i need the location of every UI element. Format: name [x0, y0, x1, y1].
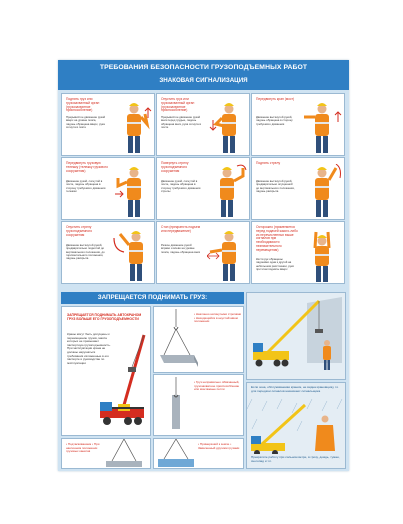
signalman-figure	[207, 100, 247, 155]
dragging-note: • Подтаскиванием • При наклонном положении грузовых канатов	[66, 442, 100, 454]
concrete-beam-illustration	[154, 375, 244, 436]
overload-panel	[61, 306, 151, 436]
prohibited-header	[61, 292, 244, 304]
poster-title: ТРЕБОВАНИЯ БЕЗОПАСНОСТИ ГРУЗОПОДЪЕМНЫХ РАБОТ	[99, 64, 308, 71]
frozen-load-panel	[153, 438, 244, 469]
signalman-figure	[207, 228, 247, 283]
signalman-figure	[302, 100, 342, 155]
signal-cell	[61, 221, 155, 284]
signal-cell	[251, 93, 345, 156]
dragging-panel	[61, 438, 151, 469]
signalman-figure	[112, 228, 152, 283]
signal-command: Стоп (прекратить подъем или передвижение)	[161, 225, 201, 233]
signal-command: Поднять груз или грузозахватный орган (грузозахватное приспособление)	[66, 97, 100, 113]
signal-description: Резкое движение рукой вправо и влево на уровне пояса, ладонь обращена вниз	[161, 243, 201, 254]
signal-description: Кисти рук обращены ладонями одна к другой на небольшом расстоянии, руки при этом подняты вверх	[256, 257, 294, 271]
signal-command: Поднять стрелу	[256, 161, 281, 165]
signal-cell	[251, 157, 345, 220]
signal-cell	[61, 157, 155, 220]
signal-description: Движение вытянутой рукой, ладонь обращена в сторону требуемого движения	[256, 115, 293, 126]
signal-command: Передвинуть кран (мост)	[256, 97, 295, 101]
signal-command: Повернуть стрелу грузоподъемного сооружения	[161, 161, 189, 173]
no-view-caption: Если зона, обслуживаемая краном, не видна крановщику, то для передачи сигналов назначают сигнальщика	[251, 385, 339, 393]
signalman-figure	[112, 100, 152, 155]
signal-command: Опустить стрелу грузоподъемного сооружения	[66, 225, 93, 237]
signal-description: Движение рукой, согнутой в локте, ладонь обращена в сторону требуемого движения стрелы	[161, 179, 201, 193]
improper-note: • Груз неправильно обвязанный, грузозахватное приспособление или монтажные петли	[194, 380, 240, 392]
frozen-load-illustration	[154, 439, 244, 469]
safety-poster	[58, 60, 349, 471]
crane-site-illustration	[247, 293, 346, 380]
signal-cell	[156, 157, 250, 220]
rain-crane-illustration	[247, 399, 346, 454]
slanted-load-illustration	[154, 307, 244, 373]
slanted-slings-panel	[153, 306, 244, 373]
signal-description: Прерывистое движение рукой вверх на уровне пояса, ладонь обращена вверх, рука согнута в локте	[66, 115, 106, 129]
signal-description: Прерывистое движение рукой вниз перед грудью, ладонь обращена вниз, рука согнута в локте	[161, 115, 201, 129]
signal-grid	[61, 93, 346, 285]
signalman-figure	[302, 228, 342, 283]
truck-crane-illustration	[62, 327, 151, 436]
prohibited-title: ЗАПРЕЩАЕТСЯ ПОДНИМАТЬ ГРУЗ:	[97, 294, 208, 301]
slanted-note: • Наклонно натянутыми стропами • Находящийся в неустойчивом положении	[194, 312, 242, 324]
overload-warning: ЗАПРЕЩАЕТСЯ ПОДНИМАТЬ АВТОКРАНОМ ГРУЗ БОЛЬШЕ ЕГО ГРУЗОПОДЪЕМНОСТИ	[67, 313, 142, 321]
weather-panel	[246, 382, 346, 469]
dragging-illustration	[62, 439, 151, 469]
signalman-figure	[207, 164, 247, 219]
poster-subtitle: ЗНАКОВАЯ СИГНАЛИЗАЦИЯ	[159, 77, 248, 84]
no-view-panel	[246, 292, 346, 380]
signal-cell	[156, 93, 250, 156]
signal-command: Опустить груз или грузозахватный орган (грузозахватное приспособление)	[161, 97, 195, 113]
signal-description: Движение вытянутой рукой, предварительно опущенной до вертикального положения, ладонь раскрыта	[256, 179, 295, 193]
signal-cell	[156, 221, 250, 284]
poster-header	[58, 60, 349, 90]
improper-sling-panel	[153, 374, 244, 436]
overload-text: Краны могут быть допущены к перемещению грузов, масса которых не превышает паспортную грузоподъемность. При эксплуатации крана не должны нарушаться требования изложенные в его паспорте и руководстве по эксплуатации	[67, 332, 111, 365]
signal-cell	[61, 93, 155, 156]
signal-command: Передвинуть грузовую тележку (тележку грузового сооружения)	[66, 161, 108, 173]
signal-description: Движение рукой, согнутой в локте, ладонь обращена в сторону требуемого движения тележки	[66, 179, 106, 193]
signal-description: Движение вытянутой рукой, предварительно поднятой до вертикального положения, до горизонтального положения, ладонь раскрыта	[66, 243, 105, 261]
signalman-figure	[302, 164, 342, 219]
frozen-note: • Примерзший к земле • Заваленный другими грузами	[198, 442, 240, 450]
signalman-figure	[112, 164, 152, 219]
signal-command: Осторожно (применяется перед подачей какого-либо из перечисленных выше сигналов при необходимости незначительного перемещения)	[256, 225, 298, 252]
signal-cell	[251, 221, 345, 284]
weather-caption: Прекратите работу при сильном ветре, в грозу, дождь, туман, снегопад и т.п.	[251, 455, 340, 463]
